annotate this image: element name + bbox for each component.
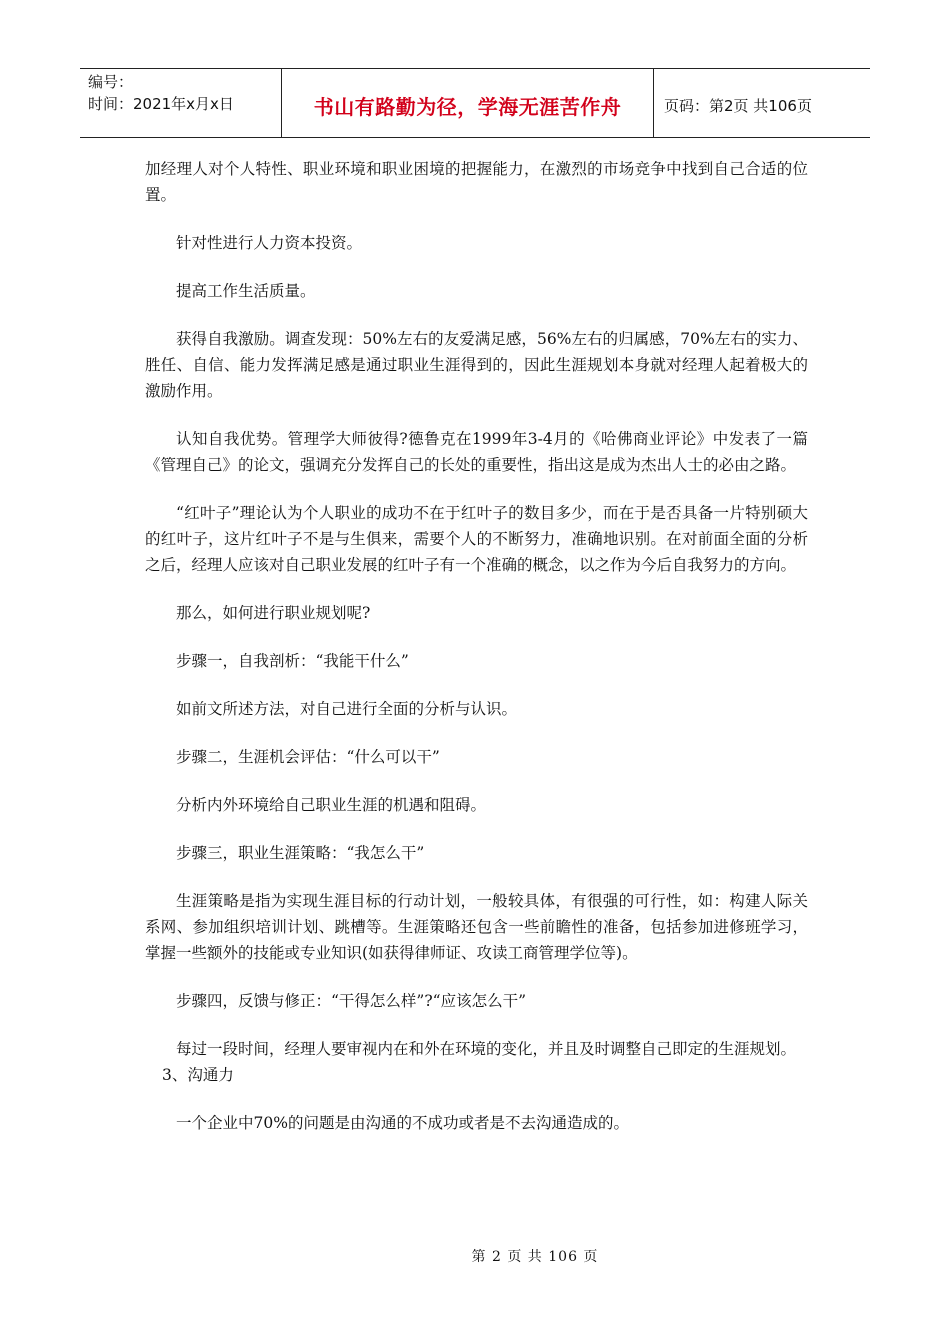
header-page-info: 页码：第2页 共106页 (664, 96, 812, 115)
step-heading: 步骤四，反馈与修正：“干得怎么样”?“应该怎么干” (176, 992, 527, 1010)
paragraph: 获得自我激励。调查发现：50%左右的友爱满足感，56%左右的归属感，70%左右的实力、胜任、自信、能力发挥满足感是通过职业生涯得到的，因此生涯规划本身就对经理人起着极大的激励作用。 (145, 330, 808, 400)
paragraph-continuation: 加经理人对个人特性、职业环境和职业困境的把握能力，在激烈的市场竞争中找到自己合适的位置。 (145, 160, 808, 204)
paragraph: “红叶子”理论认为个人职业的成功不在于红叶子的数目多少，而在于是否具备一片特别硕大的红叶子，这片红叶子不是与生俱来，需要个人的不断努力，准确地识别。在对前面全面的分析之后，经理人应该对自己职业发展的红叶子有一个准确的概念，以之作为今后自我努力的方向。 (145, 504, 808, 574)
page-header (80, 68, 870, 138)
section-heading: 3、沟通力 (162, 1066, 234, 1084)
paragraph: 一个企业中70%的问题是由沟通的不成功或者是不去沟通造成的。 (176, 1114, 629, 1132)
page-footer: 第 2 页 共 106 页 (471, 1249, 599, 1265)
paragraph: 每过一段时间，经理人要审视内在和外在环境的变化，并且及时调整自己即定的生涯规划。 (176, 1040, 797, 1058)
step-heading: 步骤一，自我剖析：“我能干什么” (176, 652, 409, 670)
paragraph: 认知自我优势。管理学大师彼得?德鲁克在1999年3-4月的《哈佛商业评论》中发表了一篇《管理自己》的论文，强调充分发挥自己的长处的重要性，指出这是成为杰出人士的必由之路。 (145, 430, 808, 474)
document-body (145, 156, 808, 1158)
paragraph: 针对性进行人力资本投资。 (176, 234, 363, 252)
paragraph: 那么，如何进行职业规划呢? (176, 604, 371, 622)
header-meta (80, 69, 282, 137)
serial-number-label: 编号： (88, 73, 134, 91)
paragraph: 生涯策略是指为实现生涯目标的行动计划，一般较具体，有很强的可行性，如：构建人际关系网、参加组织培训计划、跳槽等。生涯策略还包含一些前瞻性的准备，包括参加进修班学习，掌握一些额外的技能或专业知识(如获得律师证、攻读工商管理学位等)。 (145, 892, 808, 962)
paragraph: 如前文所述方法，对自己进行全面的分析与认识。 (176, 700, 518, 718)
step-heading: 步骤二，生涯机会评估：“什么可以干” (176, 748, 440, 766)
step-heading: 步骤三，职业生涯策略：“我怎么干” (176, 844, 425, 862)
paragraph: 提高工作生活质量。 (176, 282, 316, 300)
paragraph: 分析内外环境给自己职业生涯的机遇和阻碍。 (176, 796, 487, 814)
header-motto: 书山有路勤为径，学海无涯苦作舟 (282, 69, 654, 137)
date-label: 时间：2021年x月x日 (88, 95, 234, 113)
